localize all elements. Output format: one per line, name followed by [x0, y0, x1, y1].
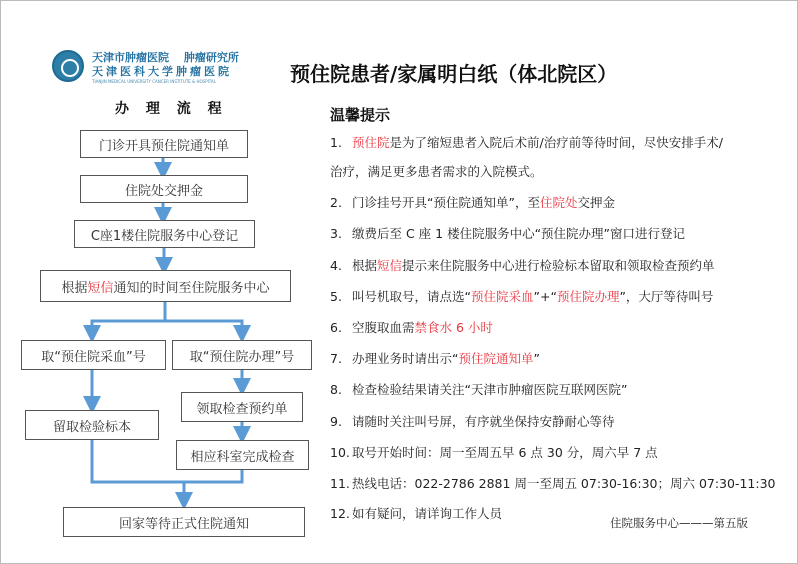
branch-line: [92, 302, 165, 334]
flow-step-1: 门诊开具预住院通知单: [80, 130, 248, 158]
tip-text: 空腹取血需: [352, 320, 415, 335]
tip-highlight: 预住院办理: [556, 289, 620, 304]
tip-text: 叫号机取号，请点选“: [352, 289, 471, 304]
step-text: 根据: [61, 280, 88, 296]
tip-text: ”: [533, 351, 540, 366]
tip-highlight: 短信: [377, 258, 403, 273]
logo-line-3: TIANJIN MEDICAL UNIVERSITY CANCER INSTITUTE & HOSPITAL: [92, 79, 216, 84]
tips-title: 温馨提示: [330, 106, 391, 124]
tip-item: [330, 318, 493, 336]
tip-text: 门诊挂号开具“预住院通知单”，至: [352, 195, 540, 210]
tip-highlight: 预住院: [352, 135, 390, 150]
tip-item: [330, 287, 713, 305]
logo-line-1: 天津市肿瘤医院 肿瘤研究所: [92, 51, 239, 64]
tip-number: 8.: [330, 382, 342, 397]
tip-text: 根据: [352, 258, 378, 273]
tip-text: 如有疑问，请详询工作人员: [352, 506, 503, 521]
tip-highlight: 预住院通知单: [458, 351, 534, 366]
tip-highlight: 住院处: [539, 195, 578, 210]
tip-item: [330, 412, 615, 430]
tip-number: 5.: [330, 289, 342, 304]
tip-item: [330, 193, 615, 211]
tip-item: [330, 380, 627, 398]
tip-number: 4.: [330, 258, 342, 273]
tip-item: [330, 224, 685, 242]
tip-continuation: 治疗，满足更多患者需求的入院模式。: [330, 164, 543, 179]
tip-text: ”+“: [533, 289, 557, 304]
footer-version: 住院服务中心———第五版: [610, 516, 748, 530]
tip-text: 提示来住院服务中心进行检验标本留取和领取检查预约单: [402, 258, 715, 273]
tip-item: [330, 349, 540, 367]
tip-text: 取号开始时间：周一至周五早 6 点 30 分，周六早 7 点: [352, 445, 658, 460]
tip-number: 2.: [330, 195, 342, 210]
tip-number: 9.: [330, 414, 342, 429]
flow-step-2: 住院处交押金: [80, 175, 248, 203]
tip-number: 6.: [330, 320, 342, 335]
tip-number: 10.: [330, 445, 350, 460]
tip-number: 12.: [330, 506, 350, 521]
branch-line-right: [165, 321, 242, 334]
tip-number: 11.: [330, 476, 350, 491]
flow-step-4: [40, 270, 291, 302]
tip-item: [330, 474, 776, 492]
tip-item: [330, 504, 502, 522]
step-text: 通知的时间至住院服务中心: [113, 280, 270, 296]
tip-text: 热线电话：022-2786 2881 周一至周五 07:30-16:30；周六 07:30-11:30: [352, 476, 776, 491]
tip-highlight: 预住院采血: [470, 289, 534, 304]
tip-text: ”，大厅等待叫号: [619, 289, 714, 304]
flow-step-final: 回家等待正式住院通知: [63, 507, 305, 537]
tip-item: [330, 133, 723, 151]
tip-number: 1.: [330, 135, 342, 150]
tip-text: 交押金: [577, 195, 615, 210]
logo-line-2: 天津医科大学肿瘤医院: [92, 65, 232, 78]
step-highlight: 短信: [87, 280, 114, 296]
tip-text: 缴费后至 C 座 1 楼住院服务中心“预住院办理”窗口进行登记: [352, 226, 686, 241]
tip-item: [330, 256, 715, 274]
page-title: 预住院患者/家属明白纸（体北院区）: [290, 62, 618, 86]
flow-title: 办 理 流 程: [115, 101, 228, 117]
tip-text: 请随时关注叫号屏，有序就坐保持安静耐心等待: [352, 414, 615, 429]
flow-step-blood-number: 取“预住院采血”号: [21, 340, 166, 370]
tip-number: 7.: [330, 351, 342, 366]
tip-text: 是为了缩短患者入院后术前/治疗前等待时间，尽快安排手术/: [389, 135, 723, 150]
tip-text: 检查检验结果请关注“天津市肿瘤医院互联网医院”: [352, 382, 628, 397]
flow-step-examination: 相应科室完成检查: [176, 440, 309, 470]
tip-item: [330, 443, 658, 461]
flow-step-appointment: 领取检查预约单: [181, 392, 303, 422]
flow-step-3: C座1楼住院服务中心登记: [74, 220, 255, 248]
flow-step-specimen: 留取检验标本: [25, 410, 159, 440]
tip-text: 办理业务时请出示“: [352, 351, 459, 366]
tip-number: 3.: [330, 226, 342, 241]
flow-step-admission-number: 取“预住院办理”号: [172, 340, 312, 370]
tip-highlight: 禁食水 6 小时: [414, 320, 493, 335]
